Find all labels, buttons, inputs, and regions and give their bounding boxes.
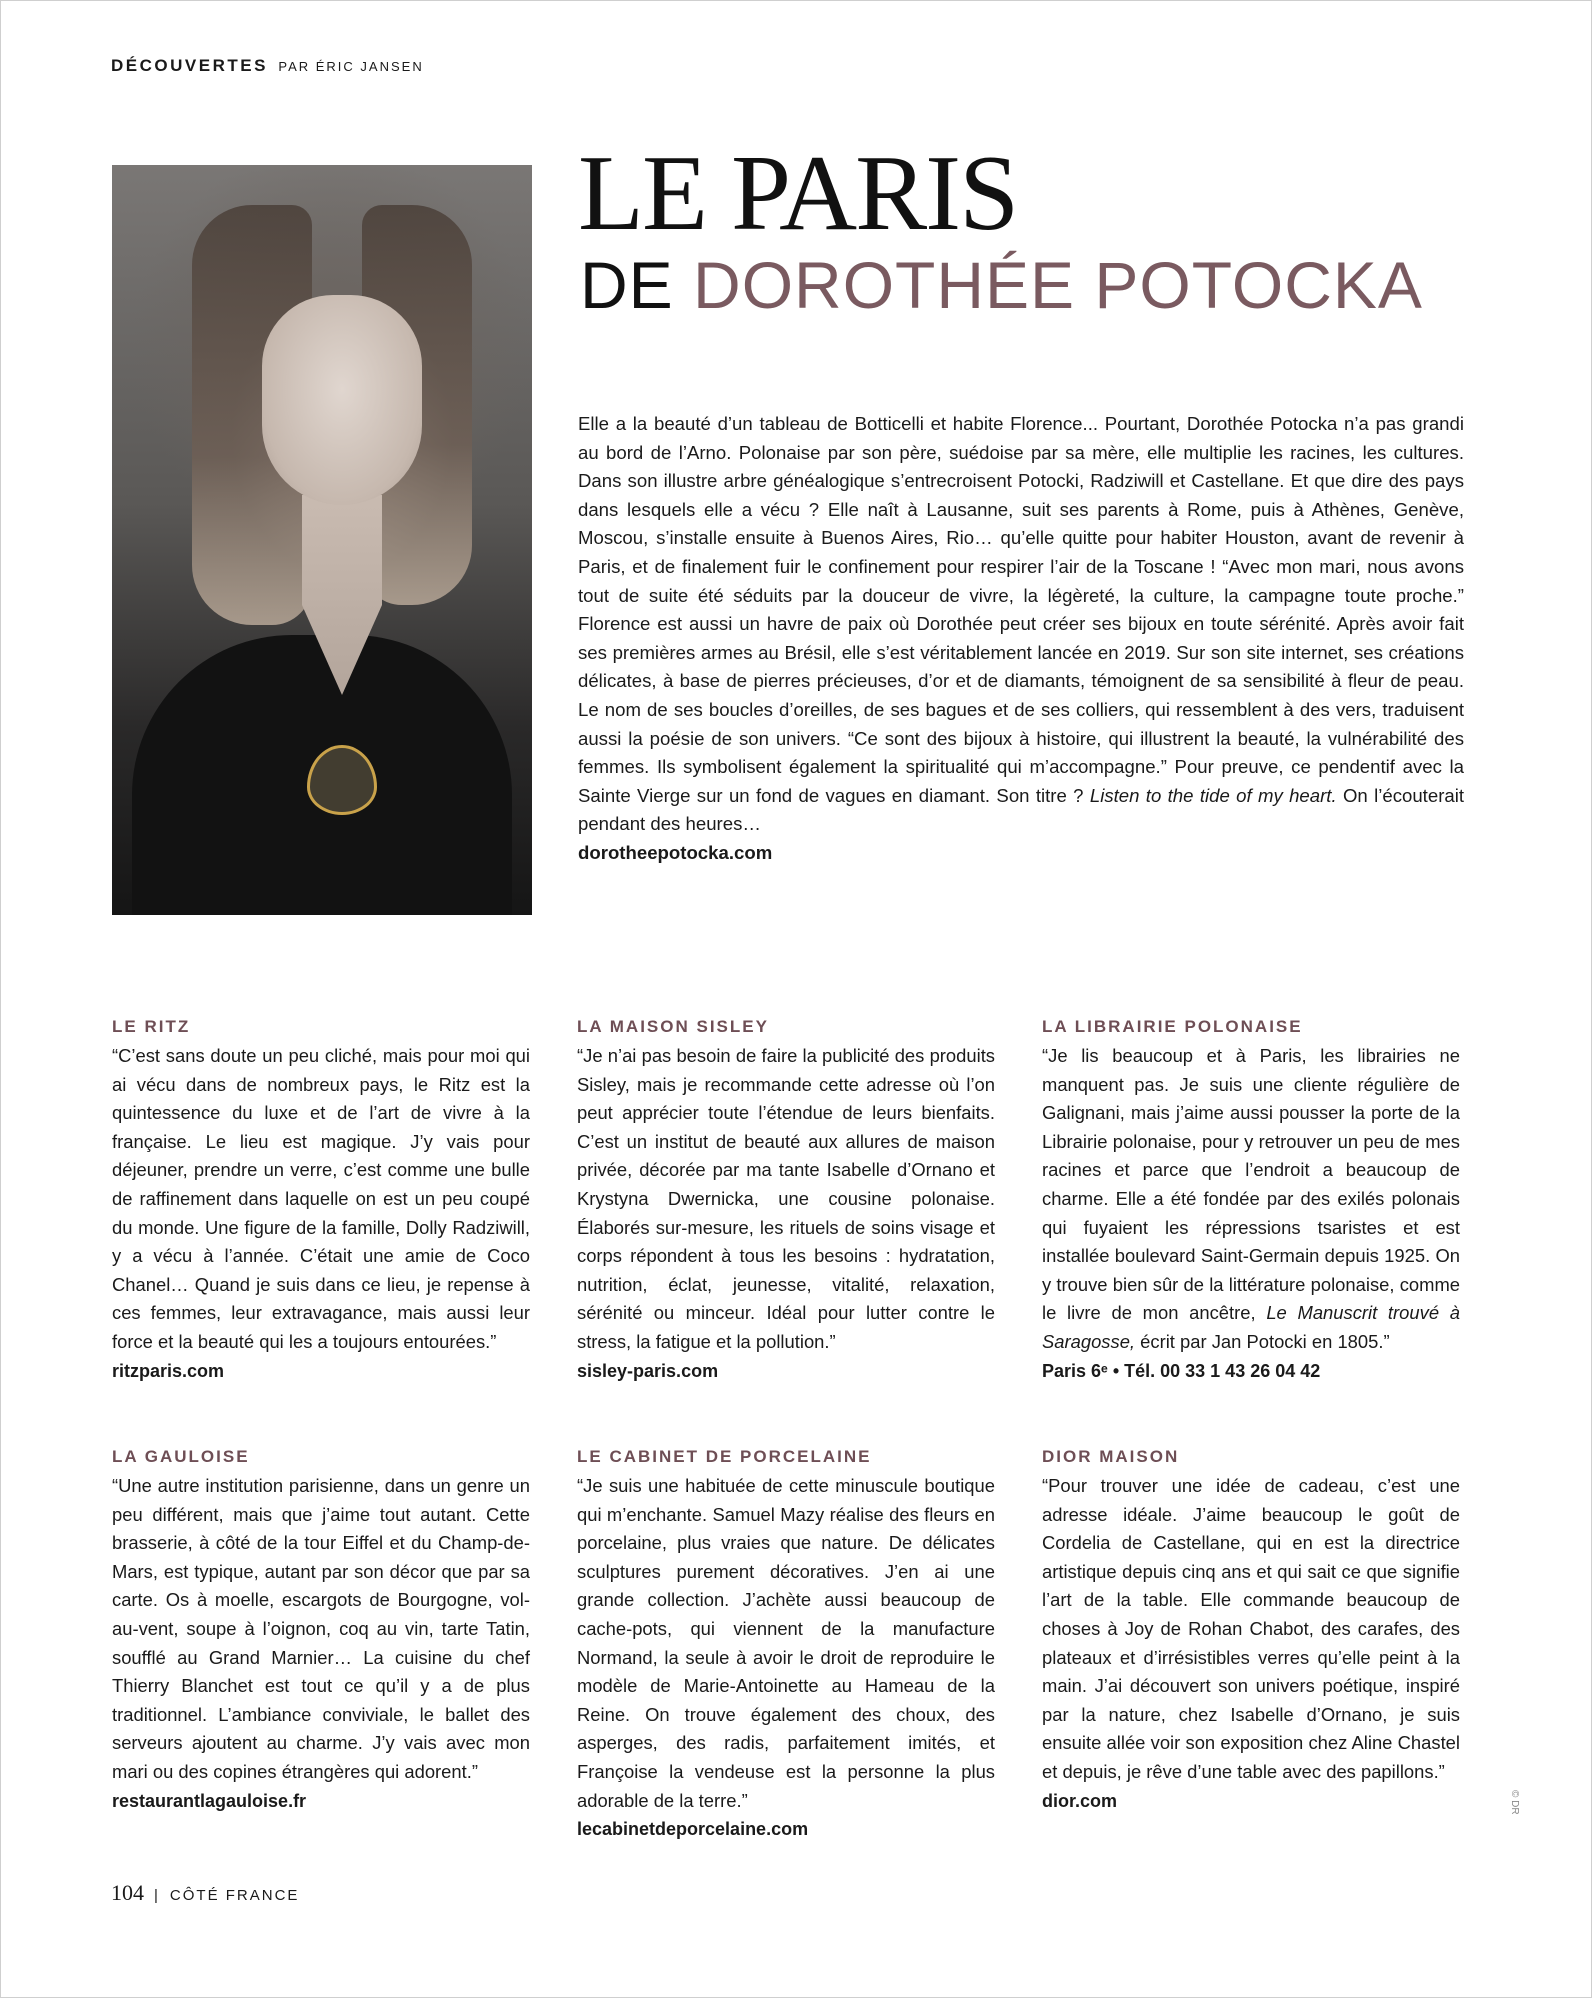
address-gauloise [112, 1446, 530, 1815]
intro-link[interactable]: dorotheepotocka.com [578, 841, 773, 863]
intro-text-b: On l’écouterait pendant des heures… [578, 784, 1465, 835]
address-link[interactable]: lecabinetdeporcelaine.com [577, 1819, 809, 1840]
address-link[interactable]: sisley-paris.com [577, 1360, 719, 1381]
portrait-photo [112, 165, 532, 915]
address-heading: LA LIBRAIRIE POLONAISE [1042, 1017, 1303, 1036]
byline: PAR ÉRIC JANSEN [278, 59, 424, 74]
article-subtitle [580, 248, 1423, 322]
photo-credit: © DR [1509, 1790, 1520, 1815]
article-title: LE PARIS [578, 134, 1018, 253]
section-name: DÉCOUVERTES [111, 56, 268, 75]
address-text: “Pour trouver une idée de cadeau, c’est une adresse idéale. J’aime beaucoup le goût de Cordelia de Castellane, qui en est la directrice artistique depuis cinq ans et qui sait ce que signifie l’art de la table. Elle commande beaucoup de choses à Joy de Rohan Chabot, des carafes, des plateaux et d’irrésistibles verres qu’elle peint à la main. J’ai découvert son univers poétique, inspiré par la nature, chez Isabelle d’Ornano, je suis ensuite allée voir son exposition chez Aline Chastel et depuis, je rêve d’une table avec des papillons.” [1042, 1475, 1460, 1782]
address-link[interactable]: ritzparis.com [112, 1360, 225, 1381]
address-text-b: écrit par Jan Potocki en 1805.” [1140, 1330, 1390, 1352]
address-dior [1042, 1446, 1460, 1815]
magazine-name: CÔTÉ FRANCE [169, 1887, 300, 1904]
intro-text-a: Elle a la beauté d’un tableau de Botticelli et habite Florence... Pourtant, Dorothée Potocka n’a pas grandi au bord de l’Arno. Polonaise par son père, suédoise par sa mère, elle multiplie les racines, les cultures. Dans son illustre arbre généalogique s’entrecroisent Potocki, Radziwill et Castellane. Et que dire des pays dans lesquels elle a vécu ? Elle naît à Lausanne, suit ses parents à Rome, puis à Athènes, Genève, Moscou, s’installe ensuite à Buenos Aires, Rio… qu’elle quitte pour habiter Houston, avant de revenir à Paris, et de finalement fuir le confinement pour respirer l’air de la Toscane ! “Avec mon mari, nous avons tout de suite été séduits par la douceur de vivre, la légèreté, la culture, la campagne toute proche.” Florence est aussi un havre de paix où Dorothée peut créer ses bijoux en toute sérénité. Après avoir fait ses premières armes au Brésil, elle s’est véritablement lancée en 2019. Sur son site internet, ses créations délicates, à base de pierres précieuses, d’or et de diamants, témoignent de sa sensibilité à fleur de peau. Le nom de ses boucles d’oreilles, de ses bagues et de ses colliers, qui ressemblent à des vers, traduisent aussi la poésie de son univers. “Ce sont des bijoux à histoire, qui illustrent la beauté, la vulnérabilité des femmes. Ils symbolisent également la spiritualité qui m’accompagne.” Pour preuve, ce pendentif avec la Sainte Vierge sur un fond de vagues en diamant. Son titre ? [578, 413, 1464, 806]
address-librairie [1042, 1016, 1460, 1385]
address-link[interactable]: dior.com [1042, 1790, 1118, 1811]
subtitle-name: DOROTHÉE POTOCKA [693, 248, 1423, 322]
address-text: “C’est sans doute un peu cliché, mais pour moi qui ai vécu dans de nombreux pays, le Ritz est la quintessence du luxe et de l’art de vivre à la française. Le lieu est magique. J’y vais pour déjeuner, prendre un verre, c’est comme une bulle de raffinement dans laquelle on est un peu coupé du monde. Une figure de la famille, Dolly Radziwill, y a vécu à l’année. C’était une amie de Coco Chanel… Quand je suis dans ce lieu, je repense à ces femmes, leur extravagance, mais aussi leur force et la beauté qui les a toujours entourées.” [112, 1045, 530, 1352]
address-text: “Je n’ai pas besoin de faire la publicité des produits Sisley, mais je recommande cette adresse où l’on peut apprécier toute l’étendue de leurs bienfaits. C’est un institut de beauté aux allures de maison privée, décorée par ma tante Isabelle d’Ornano et Krystyna Dwernicka, une cousine polonaise. Élaborés sur-mesure, les rituels de soins visage et corps répondent à tous les besoins : hydratation, nutrition, éclat, jeunesse, vitalité, relaxation, sérénité ou minceur. Idéal pour lutter contre le stress, la fatigue et la pollution.” [577, 1045, 995, 1352]
address-sisley [577, 1016, 995, 1385]
address-heading: LA MAISON SISLEY [577, 1017, 769, 1036]
address-contact: Paris 6ᵉ • Tél. 00 33 1 43 26 04 42 [1042, 1360, 1321, 1381]
address-heading: LA GAULOISE [112, 1447, 250, 1466]
intro-italic: Listen to the tide of my heart. [1089, 784, 1337, 806]
portrait-face [262, 295, 422, 505]
section-header [111, 56, 424, 76]
address-italic: Le Manuscrit trouvé à Saragosse, [1042, 1302, 1460, 1352]
intro-paragraph [578, 410, 1464, 868]
address-heading: DIOR MAISON [1042, 1447, 1180, 1466]
address-text: “Une autre institution parisienne, dans un genre un peu différent, mais que j’aime tout autant. Cette brasserie, à côté de la tour Eiffel et du Champ-de-Mars, est typique, autant par son décor que par sa carte. Os à moelle, escargots de Bourgogne, vol-au-vent, soupe à l’oignon, coq au vin, tarte Tatin, soufflé au Grand Marnier… La cuisine du chef Thierry Blanchet est tout ce qu’il y a de plus traditionnel. L’ambiance conviviale, le ballet des serveurs ajoutent au charme. J’y vais avec mon mari ou des copines étrangères qui adorent.” [112, 1475, 530, 1782]
address-text [1042, 1042, 1460, 1357]
address-heading: LE RITZ [112, 1017, 191, 1036]
page-number: 104 [111, 1880, 144, 1905]
address-text-a: “Je lis beaucoup et à Paris, les librairies ne manquent pas. Je suis une cliente régulière de Galignani, mais j’aime aussi pousser la porte de la Librairie polonaise, pour y retrouver un peu de mes racines et parce que l’endroit a beaucoup de charme. Elle a été fondée par des exilés polonais qui fuyaient les répressions tsaristes et est installée boulevard Saint-Germain depuis 1925. On y trouve bien sûr de la littérature polonaise, comme le livre de mon ancêtre, [1042, 1045, 1460, 1324]
subtitle-prefix: DE [580, 248, 694, 322]
address-porcelaine [577, 1446, 995, 1843]
address-text: “Je suis une habituée de cette minuscule boutique qui m’enchante. Samuel Mazy réalise des fleurs en porcelaine, plus vraies que nature. De délicates sculptures purement décoratives. J’en ai une grande collection. J’achète aussi beaucoup de cache-pots, qui viennent de la manufacture Normand, la seule à avoir le droit de reproduire le modèle de Marie-Antoinette au Hameau de la Reine. On trouve également des choux, des asperges, des radis, parfaitement imités, et Françoise la vendeuse est la personne la plus adorable de la terre.” [577, 1475, 995, 1811]
address-heading: LE CABINET DE PORCELAINE [577, 1447, 872, 1466]
footer-separator: | [154, 1887, 160, 1904]
page-footer [111, 1880, 299, 1906]
address-ritz [112, 1016, 530, 1385]
address-link[interactable]: restaurantlagauloise.fr [112, 1790, 307, 1811]
